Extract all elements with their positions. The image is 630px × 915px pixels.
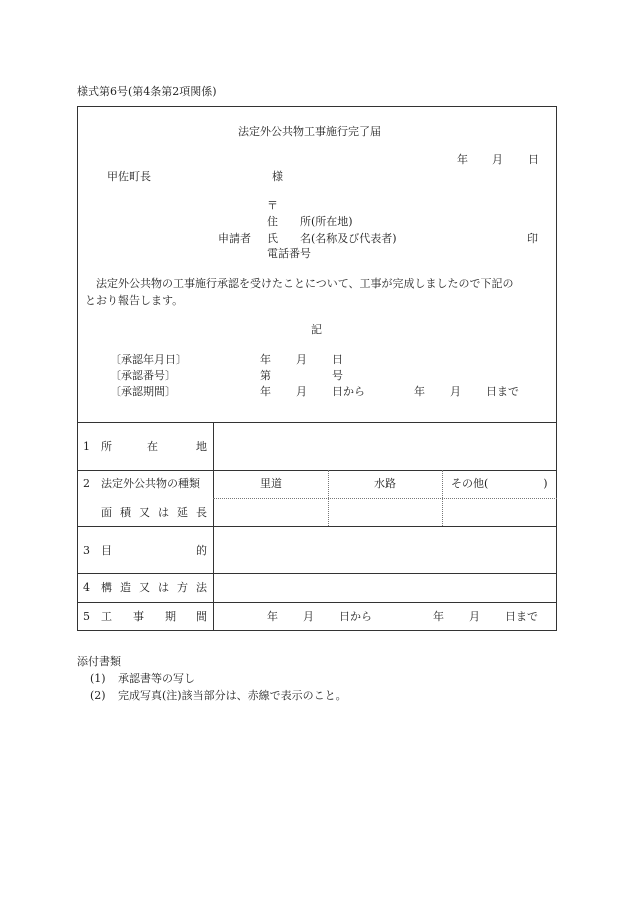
approval-date-month: 月	[296, 353, 307, 366]
row5-label-part: 間	[196, 610, 207, 623]
body-text-line2: とおり報告します。	[85, 294, 184, 307]
body-text-line1: 法定外公共物の工事施行承認を受けたことについて、工事が完成しましたので下記の	[85, 277, 514, 290]
row4-label-part: 又	[139, 581, 150, 594]
row4-number: 4	[83, 581, 90, 594]
honorific: 様	[272, 170, 283, 183]
approval-date-label: 〔承認年月日〕	[110, 353, 187, 366]
date-day[interactable]: 日	[528, 153, 539, 166]
row4-label-part: 構	[101, 581, 112, 594]
location-field[interactable]	[216, 424, 554, 468]
work-from-month[interactable]: 月	[303, 610, 314, 623]
area-label-part: 面	[101, 506, 112, 519]
attachments-heading: 添付書類	[77, 655, 121, 668]
area-label-part: 長	[196, 506, 207, 519]
row3-label-part: 的	[196, 544, 207, 557]
dotted-row-divider	[213, 498, 557, 499]
phone-label: 電話番号	[267, 247, 311, 260]
row1-label-part: 地	[196, 440, 207, 453]
dotted-col-divider	[442, 470, 443, 526]
row1-label-part: 在	[147, 440, 158, 453]
seal-mark: 印	[527, 232, 538, 245]
row3-number: 3	[83, 544, 90, 557]
row4-label-part: 法	[196, 581, 207, 594]
attachment-1-text: 承認書等の写し	[118, 672, 195, 685]
type-option-other[interactable]: その他( )	[451, 477, 548, 490]
attachment-2-text: 完成写真(注)該当部分は、赤線で表示のこと。	[118, 689, 347, 702]
row3-label-part: 目	[101, 544, 112, 557]
row4-label-part: 造	[120, 581, 131, 594]
row-divider	[77, 602, 557, 603]
row5-label-part: 工	[101, 610, 112, 623]
type-option-road[interactable]: 里道	[260, 477, 282, 490]
attachment-2-number: (2)	[90, 689, 106, 702]
work-from-year[interactable]: 年	[267, 610, 278, 623]
approval-number-label: 〔承認番号〕	[110, 369, 176, 382]
row2-label: 法定外公共物の種類	[101, 477, 200, 490]
purpose-field[interactable]	[216, 528, 554, 572]
row-divider	[77, 573, 557, 574]
form-number: 様式第6号(第4条第2項関係)	[77, 85, 217, 98]
row5-label-part: 事	[133, 610, 144, 623]
period-to-year: 年	[414, 385, 425, 398]
approval-date-year: 年	[260, 353, 271, 366]
row1-label-part: 所	[101, 440, 112, 453]
applicant-label: 申請者	[218, 232, 251, 245]
approval-number-prefix: 第	[260, 369, 271, 382]
row4-label-part: は	[158, 581, 169, 594]
row-divider	[77, 470, 557, 471]
area-label-part: は	[158, 506, 169, 519]
area-label-part: 積	[120, 506, 131, 519]
postal-mark: 〒	[267, 199, 278, 212]
period-to-day: 日まで	[486, 385, 519, 398]
period-from-day: 日から	[332, 385, 365, 398]
period-to-month: 月	[450, 385, 461, 398]
work-to-day[interactable]: 日まで	[505, 610, 538, 623]
work-to-year[interactable]: 年	[433, 610, 444, 623]
approval-date-day: 日	[332, 353, 343, 366]
ki-heading: 記	[311, 323, 322, 336]
date-month[interactable]: 月	[492, 153, 503, 166]
period-from-month: 月	[296, 385, 307, 398]
date-year[interactable]: 年	[457, 153, 468, 166]
row4-label-part: 方	[177, 581, 188, 594]
row5-label-part: 期	[165, 610, 176, 623]
addressee: 甲佐町長	[107, 170, 151, 183]
form-title: 法定外公共物工事施行完了届	[238, 125, 381, 138]
row5-number: 5	[83, 610, 90, 623]
name-label: 氏 名(名称及び代表者)	[267, 232, 397, 245]
row-divider	[77, 526, 557, 527]
work-from-day[interactable]: 日から	[339, 610, 372, 623]
work-to-month[interactable]: 月	[469, 610, 480, 623]
row2-number: 2	[83, 477, 90, 490]
period-from-year: 年	[260, 385, 271, 398]
approval-number-suffix: 号	[332, 369, 343, 382]
area-label-part: 又	[139, 506, 150, 519]
area-label-part: 延	[177, 506, 188, 519]
approval-period-label: 〔承認期間〕	[110, 385, 176, 398]
row1-number: 1	[83, 440, 90, 453]
type-option-waterway[interactable]: 水路	[374, 477, 396, 490]
dotted-col-divider	[328, 470, 329, 526]
address-label: 住 所(所在地)	[267, 215, 353, 228]
attachment-1-number: (1)	[90, 672, 106, 685]
